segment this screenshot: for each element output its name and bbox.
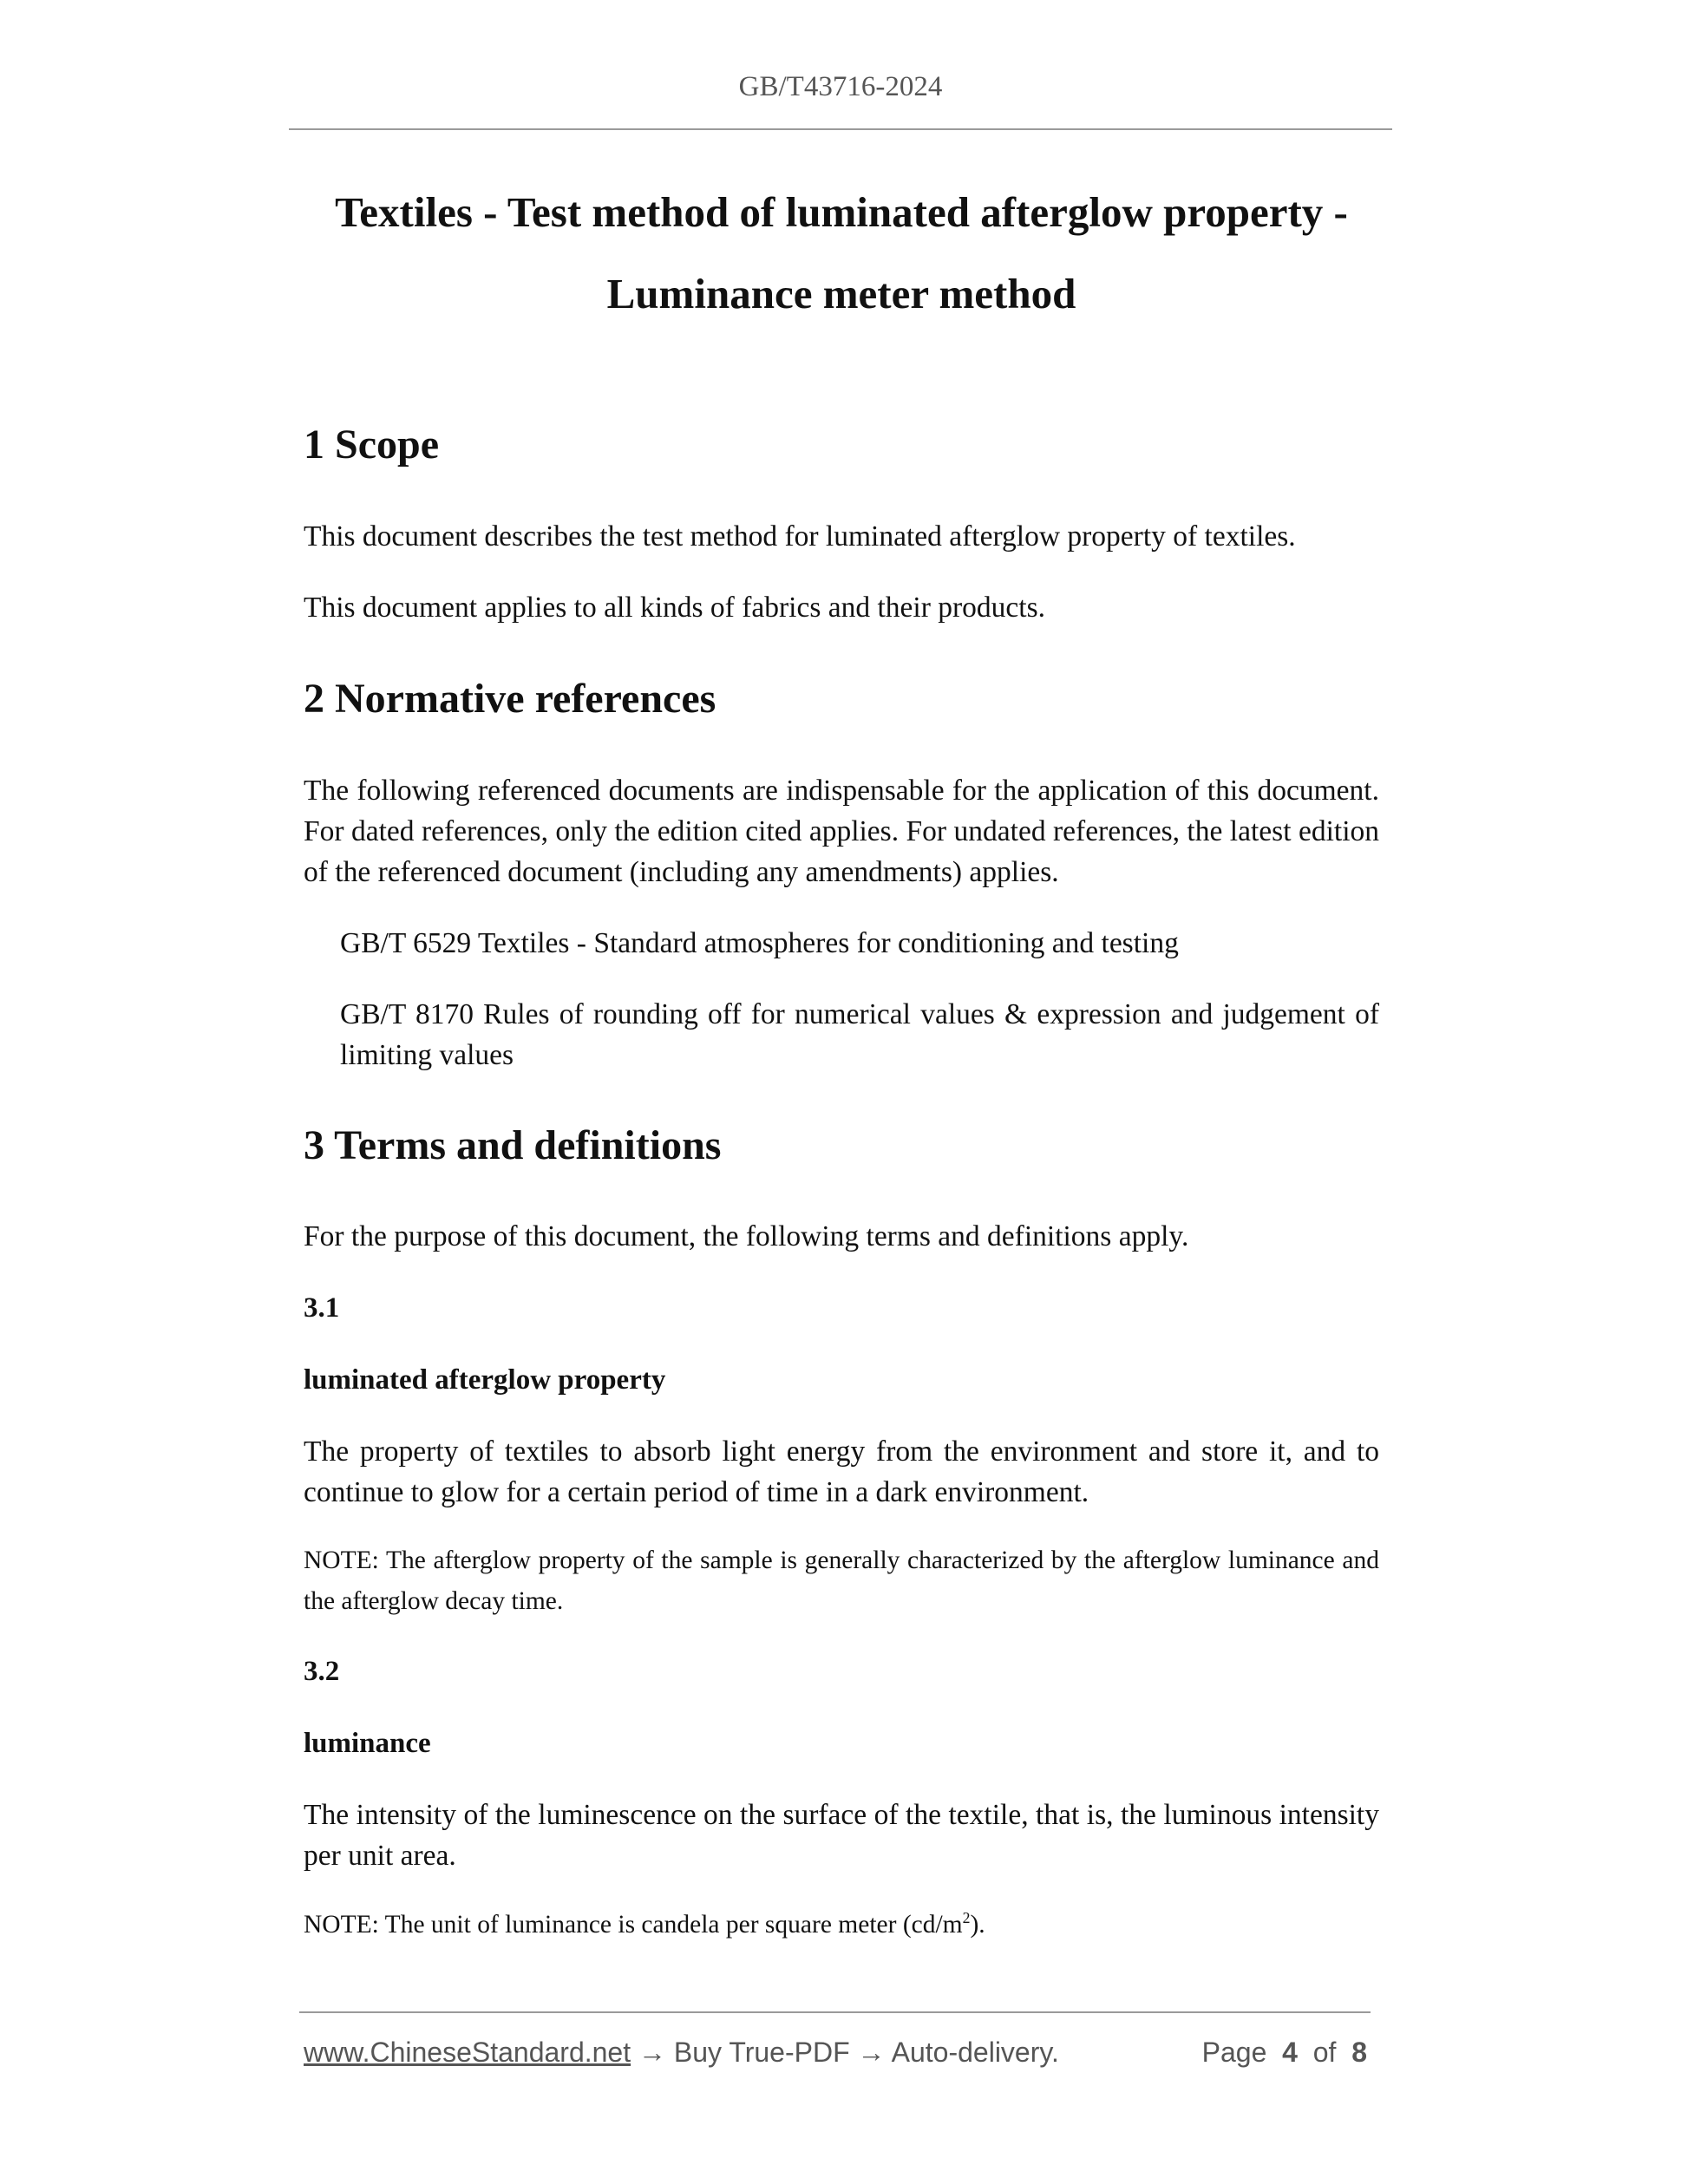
arrow-icon: → bbox=[849, 2037, 892, 2068]
reference-gbt-8170: GB/T 8170 Rules of rounding off for numerical values & expression and judgement of limiting values bbox=[340, 998, 1379, 1071]
total-page-count: 8 bbox=[1351, 2037, 1367, 2068]
term-luminance: luminance bbox=[304, 1728, 431, 1759]
note-text: NOTE: The unit of luminance is candela per square meter (cd/m bbox=[304, 1911, 963, 1939]
note-text-end: ). bbox=[970, 1911, 985, 1939]
page-label: Page bbox=[1201, 2037, 1267, 2068]
auto-delivery-text: Auto-delivery. bbox=[891, 2037, 1059, 2068]
page-indicator bbox=[1202, 2033, 1367, 2071]
document-title bbox=[304, 172, 1379, 335]
reference-gbt-6529: GB/T 6529 Textiles - Standard atmospheres for conditioning and testing bbox=[340, 927, 1179, 959]
document-id-header: GB/T43716-2024 bbox=[738, 71, 943, 102]
title-line-2: Luminance meter method bbox=[606, 270, 1076, 317]
section-heading-scope: 1 Scope bbox=[304, 422, 439, 468]
section-heading-terms-definitions: 3 Terms and definitions bbox=[304, 1122, 722, 1168]
superscript-2: 2 bbox=[962, 1909, 971, 1927]
term-luminated-afterglow-property: luminated afterglow property bbox=[304, 1364, 666, 1396]
header-divider bbox=[289, 128, 1392, 130]
term-3-1-definition: The property of textiles to absorb light energy from the environment and store it, and to continue to glow for a certain period of time in a dark environment. bbox=[304, 1435, 1379, 1508]
term-number-3-2: 3.2 bbox=[304, 1656, 340, 1687]
term-3-2-definition: The intensity of the luminescence on the surface of the textile, that is, the luminous intensity per unit area. bbox=[304, 1799, 1379, 1872]
normative-paragraph: The following referenced documents are indispensable for the application of this document. For dated references, only the edition cited applies. For undated references, the latest edition of the referenced document (including any amendments) applies. bbox=[304, 775, 1379, 888]
section-heading-normative-references: 2 Normative references bbox=[304, 676, 716, 722]
buy-true-pdf-text: Buy True-PDF bbox=[673, 2037, 850, 2068]
footer-promo bbox=[304, 2033, 1059, 2071]
term-3-1-note: NOTE: The afterglow property of the sample is generally characterized by the afterglow luminance and the afterglow decay time. bbox=[304, 1546, 1379, 1615]
title-line-1: Textiles - Test method of luminated afterglow property - bbox=[335, 188, 1348, 236]
term-number-3-1: 3.1 bbox=[304, 1292, 340, 1324]
footer-divider bbox=[299, 2011, 1371, 2013]
current-page-number: 4 bbox=[1282, 2037, 1298, 2068]
of-label: of bbox=[1312, 2037, 1337, 2068]
term-3-2-note bbox=[304, 1905, 1379, 1945]
arrow-icon: → bbox=[631, 2037, 674, 2068]
chinesestandard-link[interactable]: www.ChineseStandard.net bbox=[304, 2037, 631, 2068]
scope-paragraph-2: This document applies to all kinds of fabrics and their products. bbox=[304, 592, 1045, 624]
scope-paragraph-1: This document describes the test method for luminated afterglow property of textiles. bbox=[304, 520, 1296, 553]
terms-intro: For the purpose of this document, the following terms and definitions apply. bbox=[304, 1220, 1189, 1252]
